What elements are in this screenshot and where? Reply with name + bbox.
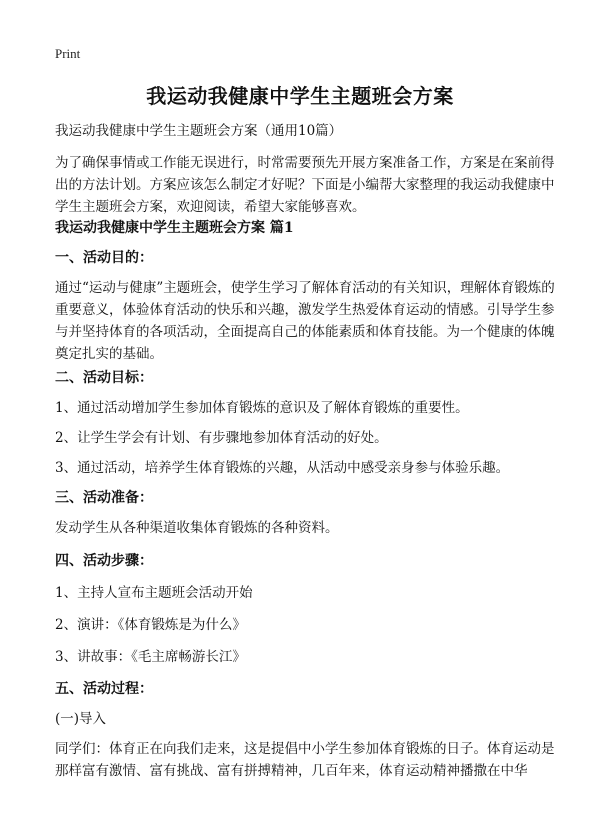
target-item-3: 3、通过活动，培养学生体育锻炼的兴趣，从活动中感受亲身参与体验乐趣。 [55,460,510,476]
section-heading-goal: 一、活动目的： [55,250,153,266]
target-item-1: 1、通过活动增加学生参加体育锻炼的意识及了解体育锻炼的重要性。 [55,400,469,416]
page-title: 我运动我健康中学生主题班会方案 [146,84,454,108]
prep-paragraph: 发动学生从各种渠道收集体育锻炼的各种资料。 [55,520,339,536]
article-heading: 我运动我健康中学生主题班会方案 篇1 [55,220,294,236]
process-subheading: (一)导入 [55,711,107,727]
step-item-3: 3、讲故事：《毛主席畅游长江》 [55,649,246,665]
step-item-1: 1、主持人宣布主题班会活动开始 [55,585,253,601]
target-item-2: 2、让学生学会有计划、有步骤地参加体育活动的好处。 [55,430,388,446]
print-link[interactable]: Print [55,46,81,61]
section-heading-target: 二、活动目标： [55,370,153,386]
process-paragraph: 同学们：体育正在向我们走来，这是提倡中小学生参加体育锻炼的日子。体育运动是那样富有激情、富有挑战、富有拼搏精神，几百年来，体育运动精神播撒在中华 [55,741,555,779]
document-subtitle: 我运动我健康中学生主题班会方案（通用10篇） [55,123,343,139]
section-heading-prep: 三、活动准备： [55,490,153,506]
intro-paragraph: 为了确保事情或工作能无误进行，时常需要预先开展方案准备工作，方案是在案前得出的方法计划。方案应该怎么制定才好呢？下面是小编帮大家整理的我运动我健康中学生主题班会方案，欢迎阅读，希望大家能够喜欢。 [55,155,555,215]
section-heading-process: 五、活动过程： [55,681,153,697]
section-heading-steps: 四、活动步骤： [55,553,153,569]
step-item-2: 2、演讲：《体育锻炼是为什么》 [55,617,246,633]
goal-paragraph: 通过“运动与健康”主题班会，使学生学习了解体育活动的有关知识，理解体育锻炼的重要意义，体验体育活动的快乐和兴趣，激发学生热爱体育运动的情感。引导学生参与并坚持体育的各项活动，全面提高自己的体能素质和体育技能。为一个健康的体魄奠定扎实的基础。 [55,280,555,362]
